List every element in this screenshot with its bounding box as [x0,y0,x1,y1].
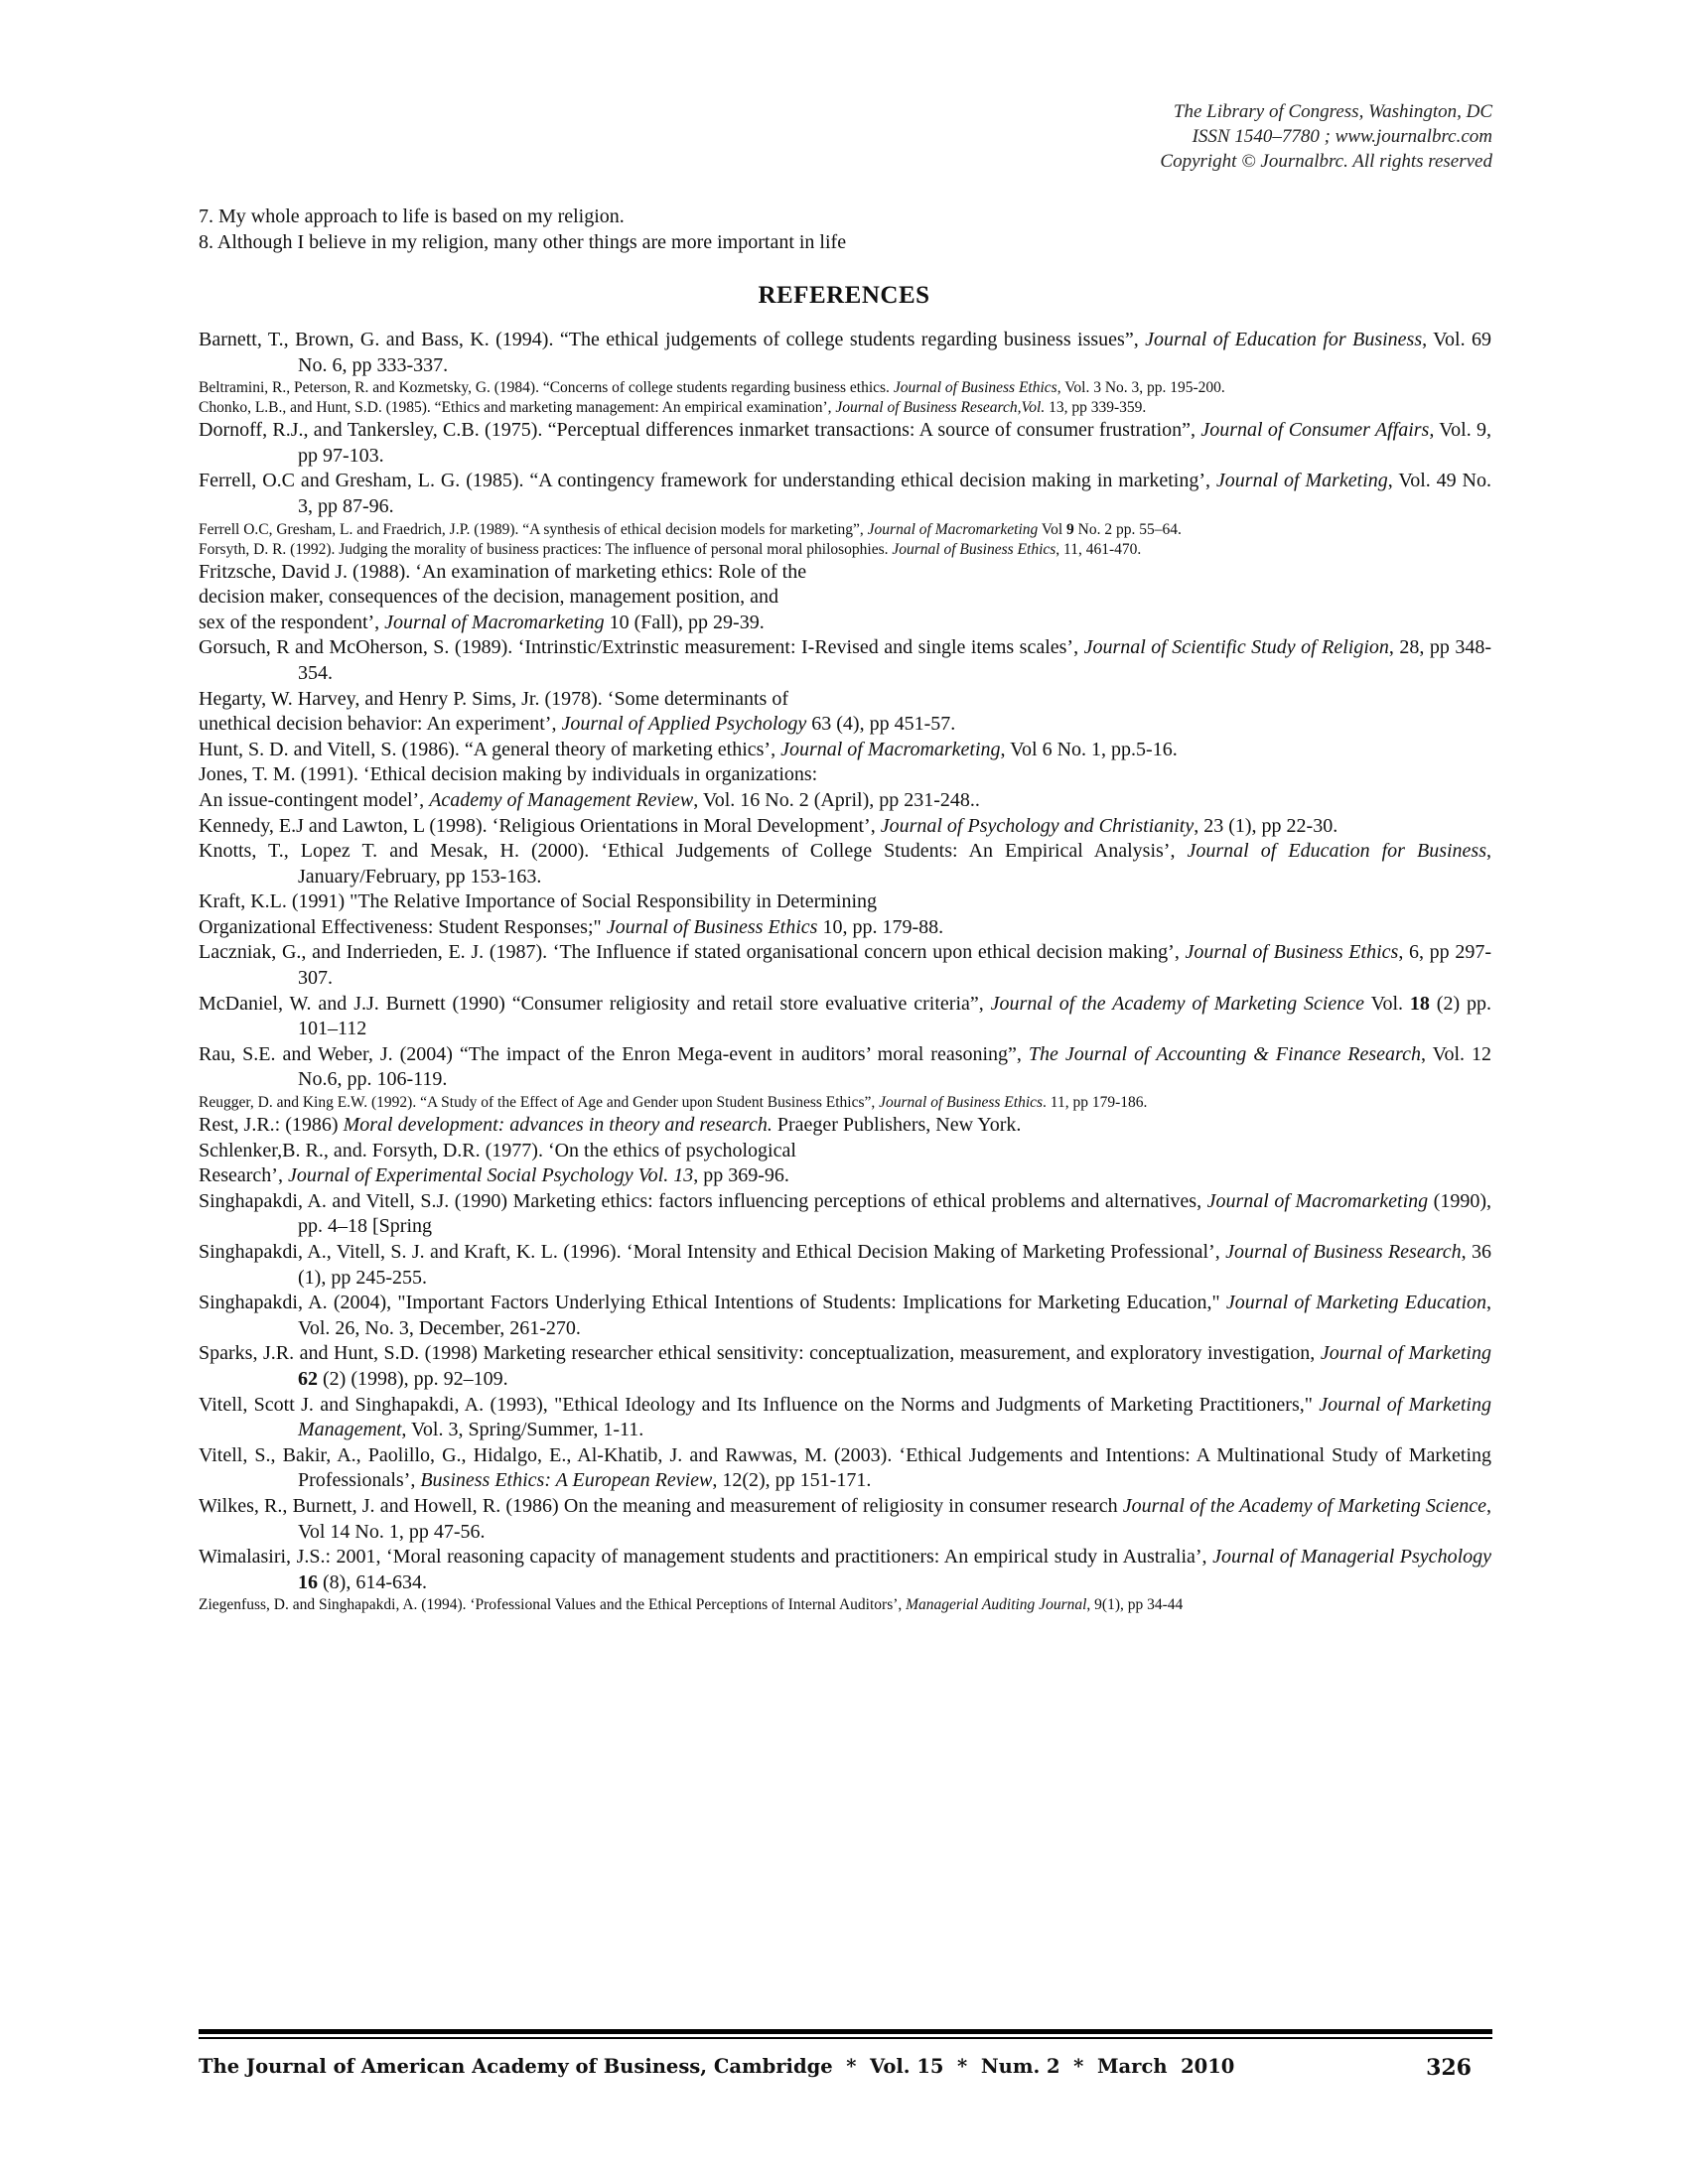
reference-text: , 28, pp 348-354. [298,636,1491,684]
reference-entry [199,635,1491,686]
reference-text: Jones, T. M. (1991). ‘Ethical decision making by individuals in organizations: [199,763,818,786]
reference-text: Laczniak, G., and Inderrieden, E. J. (1987). ‘The Influence if stated organisational concern upon ethical decision making’, [199,941,1186,964]
reference-text: , Vol. 49 No. 3, pp 87-96. [298,470,1491,517]
reference-source-title: Journal of Marketing Education [1225,1292,1486,1314]
reference-text: Praeger Publishers, New York. [772,1114,1022,1137]
header-copyright-line: Copyright © Journalbrc. All rights reserved [1160,151,1492,172]
reference-entry [199,915,1491,941]
reference-text: . 11, pp 179-186. [1043,1094,1148,1112]
reference-source-title: Journal of Macromarketing [867,520,1039,538]
reference-text: Hunt, S. D. and Vitell, S. (1986). “A general theory of marketing ethics’, [199,738,781,760]
reference-source-title: Journal of Consumer Affairs, [1200,419,1435,442]
reference-source-title: Journal of Psychology and Christianity [880,814,1195,837]
reference-entry [199,1240,1491,1291]
reference-text: , January/February, pp 153-163. [298,840,1491,887]
reference-entry [199,328,1491,378]
reference-text: Vol. 9, pp 97-103. [298,419,1491,467]
reference-entry [199,1189,1491,1240]
reference-text: Ferrell O.C, Gresham, L. and Fraedrich, J.P. (1989). “A synthesis of ethical decision models for marketing”, [199,520,868,538]
survey-item: 8. Although I believe in my religion, many other things are more important in life [199,231,847,253]
reference-text: (8), 614-634. [318,1570,427,1593]
reference-text: Singhapakdi, A., Vitell, S. J. and Kraft, K. L. (1996). ‘Moral Intensity and Ethical Decision Making of Marketing Professional’, [199,1241,1226,1263]
reference-source-title: Journal of Scientific Study of Religion [1083,636,1389,659]
reference-text: , 9(1), pp 34-44 [1086,1596,1184,1614]
reference-text: Barnett, T., Brown, G. and Bass, K. (1994). “The ethical judgements of college students regarding business issues”, [199,329,1146,350]
reference-text: Fritzsche, David J. (1988). ‘An examination of marketing ethics: Role of the [199,560,807,583]
reference-source-title: Journal of Business Ethics [892,540,1056,558]
reference-text: Wimalasiri, J.S.: 2001, ‘Moral reasoning capacity of management students and practitioners: An empirical study in Australia’, [199,1546,1213,1569]
reference-text: Beltramini, R., Peterson, R. and Kozmetsky, G. (1984). “Concerns of college students regarding business ethics. [199,379,894,397]
reference-text: , 36 (1), pp 245-255. [298,1241,1492,1289]
reference-entry [199,762,1491,788]
reference-text: 62 [298,1367,318,1390]
reference-text: Wilkes, R., Burnett, J. and Howell, R. (1986) On the meaning and measurement of religiosity in consumer research [199,1494,1123,1517]
reference-text: , Vol. 3, Spring/Summer, 1-11. [401,1419,644,1441]
reference-text: Kennedy, E.J and Lawton, L (1998). ‘Religious Orientations in Moral Development’, [199,814,881,837]
reference-source-title: Journal of Marketing Management [298,1393,1491,1441]
reference-entry [199,560,1491,586]
reference-source-title: Journal of Marketing [1320,1342,1491,1365]
reference-entry [199,940,1491,991]
reference-text: Vol [1038,520,1067,538]
survey-items [199,204,846,255]
reference-source-title: Journal of Applied Psychology [561,713,807,736]
reference-entry [199,1291,1491,1341]
reference-entry [199,1093,1491,1113]
reference-entry [199,1545,1491,1595]
reference-text: Reugger, D. and King E.W. (1992). “A Study of the Effect of Age and Gender upon Student Business Ethics”, [199,1094,880,1112]
reference-text: Gorsuch, R and McOherson, S. (1989). ‘Intrinstic/Extrinstic measurement: I-Revised and single items scales’, [199,636,1084,659]
reference-entry [199,712,1491,738]
reference-source-title: Journal of the Academy of Marketing Science [990,992,1365,1015]
reference-text: (2) (1998), pp. 92–109. [318,1367,508,1390]
reference-text: 13, pp 339-359. [1045,399,1147,417]
reference-source-title: Journal of Managerial Psychology [1212,1546,1491,1569]
references-list [199,328,1491,1615]
reference-source-title: Journal of Marketing [1215,470,1388,492]
reference-text: , Vol. 69 No. 6, pp 333-337. [298,329,1492,376]
reference-entry [199,520,1491,540]
reference-text: Vitell, S., Bakir, A., Paolillo, G., Hidalgo, E., Al-Khatib, J. and Rawwas, M. (2003). ‘Ethical Judgements and Intentions: A Multinational Study of Marketing Professionals’, [199,1443,1491,1492]
reference-text: Vol. [1364,992,1410,1015]
reference-text: Chonko, L.B., and Hunt, S.D. (1985). “Ethics and marketing management: An empirical examination’, [199,399,836,417]
reference-text: , Vol. 16 No. 2 (April), pp 231-248.. [693,788,980,811]
footer-rule-thin [199,2037,1492,2039]
reference-source-title: Academy of Management Review [429,788,694,811]
reference-text: An issue-contingent model’, [199,788,430,811]
reference-source-title: The Journal of Accounting & Finance Research [1028,1042,1421,1065]
reference-text: sex of the respondent’, [199,611,385,633]
reference-text: 18 [1409,992,1430,1015]
reference-entry [199,1113,1491,1139]
reference-entry [199,378,1491,398]
reference-source-title: Journal of Education for Business [1187,840,1486,863]
reference-source-title: Journal of Macromarketing [1206,1189,1429,1212]
reference-text: Kraft, K.L. (1991) "The Relative Importance of Social Responsibility in Determining [199,890,877,913]
reference-source-title: Journal of Business Research,Vol. [835,399,1046,417]
reference-text: , Vol 14 No. 1, pp 47-56. [298,1494,1491,1543]
reference-text: Singhapakdi, A. (2004), "Important Factors Underlying Ethical Intentions of Students: Implications for Marketing Education," [199,1292,1226,1314]
references-heading: REFERENCES [758,282,930,309]
reference-source-title: Business Ethics: A European Review [420,1469,713,1492]
reference-text: Rest, J.R.: (1986) [199,1114,344,1137]
header-issn-line: ISSN 1540–7780 ; www.journalbrc.com [1192,126,1492,147]
reference-text: Forsyth, D. R. (1992). Judging the morality of business practices: The influence of personal moral philosophies. [199,540,893,558]
reference-entry [199,1443,1491,1494]
reference-text: McDaniel, W. and J.J. Burnett (1990) “Consumer religiosity and retail store evaluative criteria”, [199,992,991,1015]
page-footer [199,2055,1472,2081]
reference-entry [199,992,1491,1042]
reference-source-title: Journal of Macromarketing [780,738,1001,760]
reference-text: , 12(2), pp 151-171. [712,1469,872,1492]
reference-source-title: Managerial Auditing Journal [906,1596,1087,1614]
reference-text: , Vol 6 No. 1, pp.5-16. [1000,738,1178,760]
reference-text: , pp 369-96. [693,1164,789,1187]
reference-text: , 6, pp 297-307. [298,941,1491,990]
reference-entry [199,814,1491,840]
reference-entry [199,889,1491,915]
reference-source-title: Journal of Macromarketing [384,611,605,633]
reference-text: (2) pp. 101–112 [298,992,1492,1040]
reference-text: , Vol. 26, No. 3, December, 261-270. [298,1292,1491,1339]
reference-entry [199,687,1491,713]
reference-source-title: Moral development: advances in theory and research. [343,1114,773,1137]
reference-entry [199,839,1491,889]
reference-entry [199,398,1491,418]
reference-text: unethical decision behavior: An experiment’, [199,713,562,736]
reference-source-title: Journal of Business Research [1225,1241,1462,1263]
reference-text: 10, pp. 179-88. [817,915,944,938]
reference-entry [199,611,1491,636]
reference-text: Schlenker,B. R., and. Forsyth, D.R. (1977). ‘On the ethics of psychological [199,1139,796,1161]
reference-text: Knotts, T., Lopez T. and Mesak, H. (2000). ‘Ethical Judgements of College Students: An Empirical Analysis’, [199,840,1188,863]
reference-text: 10 (Fall), pp 29-39. [604,611,765,633]
footer-rule-thick [199,2029,1492,2034]
reference-entry [199,738,1491,763]
reference-text: , Vol. 3 No. 3, pp. 195-200. [1056,379,1225,397]
reference-text: Singhapakdi, A. and Vitell, S.J. (1990) Marketing ethics: factors influencing perceptions of ethical problems and alternatives, [199,1189,1207,1212]
reference-entry [199,1163,1491,1189]
reference-entry [199,418,1491,469]
reference-entry [199,1595,1491,1615]
reference-text: , Vol. 12 No.6, pp. 106-119. [298,1042,1491,1091]
reference-entry [199,1042,1491,1093]
reference-text: Ziegenfuss, D. and Singhapakdi, A. (1994). ‘Professional Values and the Ethical Perceptions of Internal Auditors’, [199,1596,907,1614]
reference-text: decision maker, consequences of the decision, management position, and [199,586,779,609]
reference-text: 9 [1066,520,1074,538]
reference-text: Hegarty, W. Harvey, and Henry P. Sims, Jr. (1978). ‘Some determinants of [199,687,788,710]
reference-text: Organizational Effectiveness: Student Responses;" [199,915,607,938]
reference-text: (1990), pp. 4–18 [Spring [298,1189,1491,1238]
reference-text: Ferrell, O.C and Gresham, L. G. (1985). “A contingency framework for understanding ethical decision making in marketing’, [199,470,1216,492]
reference-text: No. 2 pp. 55–64. [1073,520,1182,538]
reference-entry [199,469,1491,519]
survey-item: 7. My whole approach to life is based on my religion. [199,205,625,227]
reference-entry [199,1341,1491,1392]
reference-text: Rau, S.E. and Weber, J. (2004) “The impact of the Enron Mega-event in auditors’ moral reasoning”, [199,1042,1029,1065]
page-header [1160,99,1492,174]
reference-entry [199,788,1491,814]
reference-text: 63 (4), pp 451-57. [806,713,956,736]
reference-text: Vitell, Scott J. and Singhapakdi, A. (1993), "Ethical Ideology and Its Influence on the Norms and Judgments of Marketing Practitioners," [199,1393,1320,1416]
reference-text: Sparks, J.R. and Hunt, S.D. (1998) Marketing researcher ethical sensitivity: conceptualization, measurement, and exploratory investigation, [199,1342,1321,1365]
reference-source-title: Journal of Business Ethics [1185,941,1399,964]
reference-source-title: Journal of Business Ethics [606,915,818,938]
reference-entry [199,540,1491,560]
reference-entry [199,1494,1491,1545]
footer-journal-citation: The Journal of American Academy of Business, Cambridge * Vol. 15 * Num. 2 * March 2010 [199,2055,1235,2078]
reference-source-title: Journal of Experimental Social Psychology Vol. 13 [287,1164,694,1187]
reference-source-title: Journal of Business Ethics [879,1094,1044,1112]
reference-text: 16 [298,1570,318,1593]
reference-entry [199,585,1491,611]
reference-text: Research’, [199,1164,288,1187]
header-library-line: The Library of Congress, Washington, DC [1173,101,1492,122]
reference-source-title: Journal of Business Ethics [893,379,1057,397]
reference-text: Dornoff, R.J., and Tankersley, C.B. (1975). “Perceptual differences inmarket transactions: A source of consumer frustration”, [199,419,1201,442]
reference-entry [199,1393,1491,1443]
reference-text: , 11, 461-470. [1055,540,1142,558]
reference-source-title: Journal of Education for Business [1145,329,1423,350]
reference-source-title: Journal of the Academy of Marketing Science [1122,1494,1486,1517]
reference-text: , 23 (1), pp 22-30. [1194,814,1338,837]
reference-entry [199,1139,1491,1164]
page-number: 326 [1426,2055,1472,2081]
